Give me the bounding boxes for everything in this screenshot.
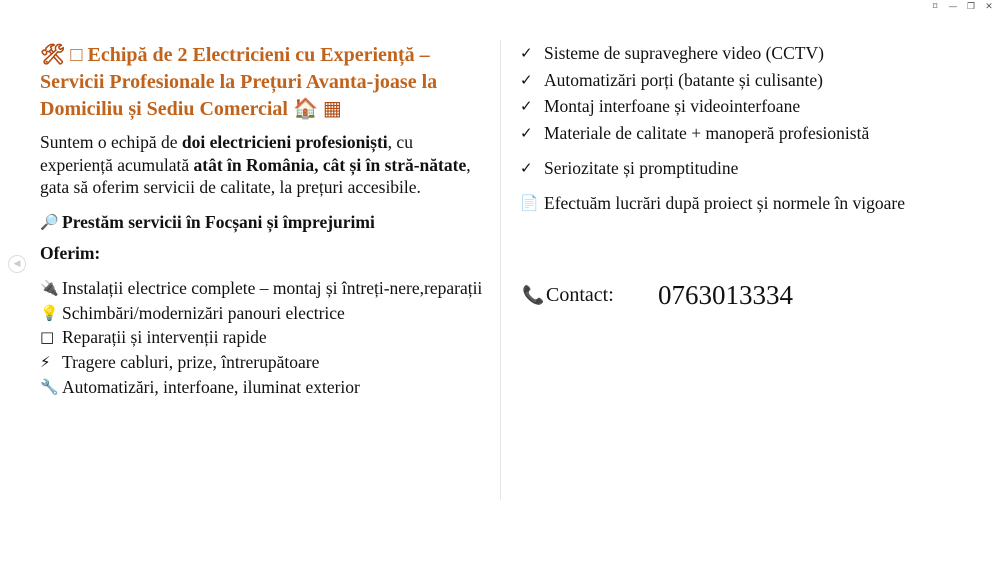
checkmark-icon: ✓ (520, 158, 533, 177)
title-text: Echipă de 2 Electricieni cu Experiență – Servicii Profesionale la Prețuri Avanta-joase la Domiciliu și Sediu Comercial (40, 44, 438, 120)
intro-bold-1: doi electricieni profesioniști (181, 132, 388, 152)
box-icon: □ (40, 327, 55, 346)
plug-icon: 🔌 (40, 278, 59, 297)
list-item (40, 302, 490, 325)
column-divider (500, 40, 501, 500)
office-building-icon: ▦ (322, 98, 342, 120)
list-item (520, 192, 980, 215)
window-controls (930, 2, 994, 12)
restore-icon[interactable]: ⌑ (932, 2, 938, 12)
page-title (40, 42, 490, 123)
list-item (520, 157, 980, 180)
phone-icon: 📞 (522, 285, 545, 306)
maximize-icon[interactable]: ❐ (966, 2, 976, 12)
close-icon[interactable]: ✕ (985, 2, 993, 12)
service-text: Automatizări, interfoane, iluminat exterior (62, 376, 360, 397)
list-item (40, 277, 490, 300)
list-item (40, 376, 490, 399)
intro-text-1: Suntem o echipă de (40, 132, 182, 152)
box-icon: □ (70, 44, 83, 66)
contact-line (522, 280, 793, 311)
service-text: Reparații și intervenții rapide (62, 326, 267, 347)
feature-text: Seriozitate și promptitudine (544, 157, 739, 178)
document-icon: 📄 (520, 193, 539, 212)
services-list (40, 277, 490, 399)
left-column (40, 42, 490, 399)
intro-paragraph (40, 131, 490, 199)
right-column (520, 42, 980, 218)
prev-arrow-icon[interactable]: ◀ (8, 255, 26, 273)
feature-text: Efectuăm lucrări după proiect și normele în vigoare (544, 192, 906, 213)
contact-label: Contact: (546, 284, 614, 306)
list-item (520, 95, 980, 118)
lightning-icon: ⚡ (40, 352, 51, 371)
minimize-icon[interactable]: — (948, 2, 958, 12)
list-item (520, 42, 980, 65)
location-line (40, 211, 490, 234)
feature-text: Materiale de calitate + manoperă profesionistă (544, 122, 870, 143)
intro-bold-2: atât în România, cât și în stră-nătate (193, 154, 467, 175)
checkmark-icon: ✓ (520, 97, 533, 115)
list-item (40, 351, 490, 374)
service-text: Tragere cabluri, prize, întrerupătoare (62, 351, 320, 372)
location-text: Prestăm servicii în Focșani și împrejurimi (62, 211, 375, 232)
checkmark-icon: ✓ (520, 44, 533, 62)
wrench-icon: 🔧 (40, 377, 59, 396)
feature-text: Montaj interfoane și videointerfoane (544, 96, 801, 116)
magnifier-icon: 🔎 (40, 212, 59, 231)
service-text: Instalații electrice complete – montaj și întreți-nere,reparații (62, 277, 483, 298)
offer-heading (40, 242, 490, 265)
feature-text: Automatizări porți (batante și culisante) (544, 69, 823, 90)
list-item (520, 69, 980, 92)
lightbulb-icon: 💡 (40, 303, 59, 322)
phone-number[interactable]: 0763013334 (658, 280, 793, 310)
tools-icon: 🛠 (40, 44, 66, 66)
checkmark-icon: ✓ (520, 123, 533, 142)
list-item (520, 122, 980, 145)
home-icon: 🏠 (292, 98, 318, 120)
list-item (40, 326, 490, 349)
checkmark-icon: ✓ (520, 70, 533, 89)
intro-text-3: , gata să oferim servicii de calitate, la prețuri accesibile. (40, 154, 471, 197)
intro-text-2: , cu experiență acumulată (40, 132, 413, 175)
offer-heading-text: Oferim: (40, 242, 101, 263)
service-text: Schimbări/modernizări panouri electrice (62, 302, 345, 323)
feature-text: Sisteme de supraveghere video (CCTV) (544, 43, 824, 63)
